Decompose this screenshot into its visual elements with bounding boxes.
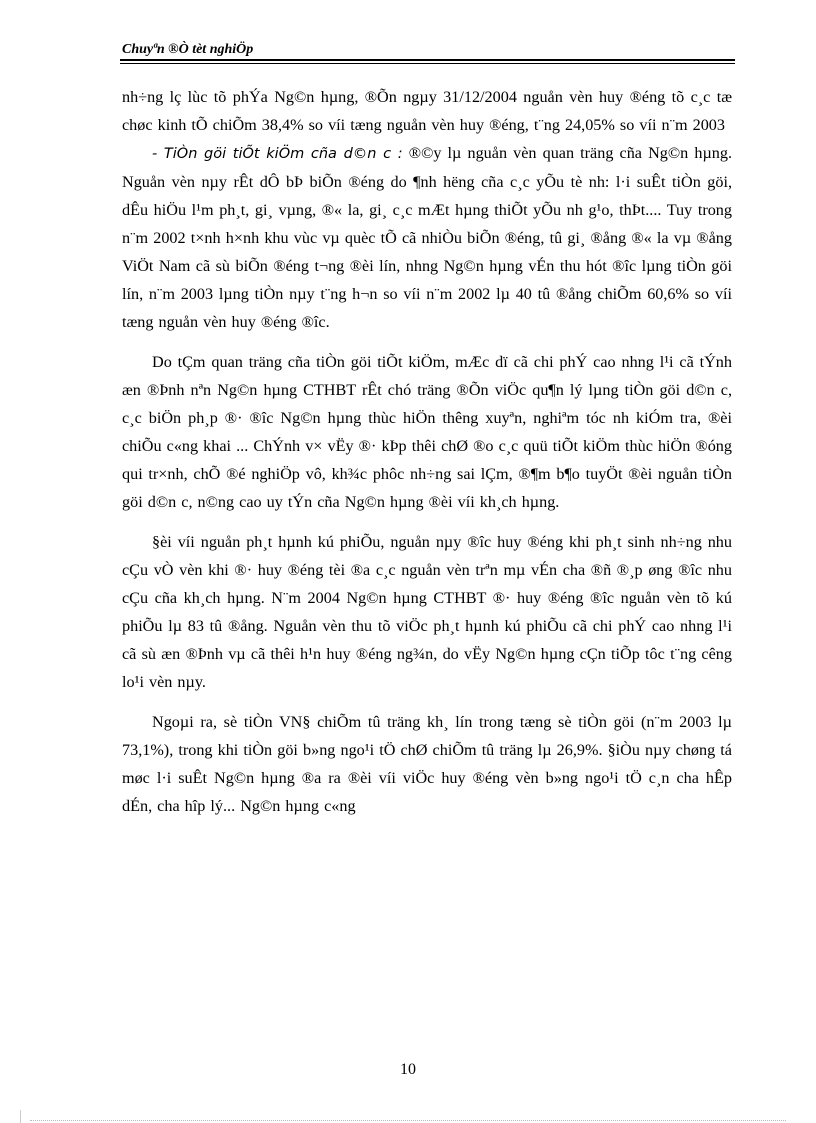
body-text [122, 83, 732, 820]
corner-mark [20, 1110, 21, 1123]
savings-body: ®©y lµ nguån vèn quan träng cña Ng©n hµng. Nguån vèn nµy rÊt dÔ bÞ biÕn ®éng do ¶nh hëng cña c¸c yÕu tè nh: l·i suÊt tiÒn göi, dÊu hiÖu l¹m ph¸t, gi¸ vµng, ®« la, gi¸ c¸c mÆt hµng thiÕt yÕu nh g¹o, thÞt.... Tuy trong n¨m 2002 t×nh h×nh khu vùc vµ quèc tÕ cã nhiÒu biÕn ®éng, tû gi¸ ®ång ®« la vµ ®ång ViÖt Nam cã sù biÕn ®éng t¬ng ®èi lín, nhng Ng©n hµng vÉn thu hót ®îc lµng tiÒn göi lín, n¨m 2003 lµng tiÒn nµy t¨ng h¬n so víi n¨m 2002 lµ 40 tû [122, 144, 733, 303]
header-title: Chuyªn ®Ò tèt nghiÖp [122, 42, 254, 57]
paragraph-savings [122, 139, 732, 336]
page-edge [30, 1120, 786, 1121]
paragraph-1: nh÷ng lç lùc tõ phÝa Ng©n hµng, ®Õn ngµy 31/12/2004 nguån vèn huy ®éng tõ c¸c tæ chøc kinh tÕ chiÕm 38,4% so víi tæng nguån vèn huy ®éng, t¨ng 24,05% so víi n¨m 2003 [122, 88, 732, 134]
header-rule [120, 59, 735, 61]
paragraph-4: Ngoµi ra, sè tiÒn VN§ chiÕm tû träng kh¸ lín trong tæng sè tiÒn göi (n¨m 2003 lµ 73,1%), trong khi tiÒn göi b»ng ngo¹i tÖ chØ chiÕm tû träng lµ 26,9%. §iÒu nµy chøng tá møc l·i suÊt Ng©n hµng ®a ra ®èi víi viÖc huy ®éng vèn b»ng ngo¹i tÖ c¸n cha hÊp dÉn, cha hîp lý... Ng©n hµng c«ng [122, 713, 732, 815]
savings-tail: ®ång chiÕm 60,6% so víi tæng nguån vèn huy ®éng ®îc. [122, 285, 732, 331]
paragraph-3: §èi víi nguån ph¸t hµnh kú phiÕu, nguån nµy ®îc huy ®éng khi ph¸t sinh nh÷ng nhu cÇu vÒ vèn khi ®· huy ®éng tèi ®a c¸c nguån vèn trªn mµ vÉn cha ®ñ ®¸p øng ®îc nhu cÇu cña kh¸ch hµng. N¨m 2004 Ng©n hµng CTHBT ®· huy ®éng ®îc nguån vèn tõ kú phiÕu lµ 83 tû ®ång. Nguån vèn thu tõ viÖc ph¸t hµnh kú phiÕu cã chi phÝ cao nhng l¹i cã sù æn ®Þnh vµ cã thêi h¹n huy ®éng ng¾n, do vËy Ng©n hµng cÇn tiÕp tôc t¨ng cêng lo¹i vèn nµy. [122, 533, 732, 691]
page-number: 10 [400, 1061, 416, 1078]
paragraph-2: Do tÇm quan träng cña tiÒn göi tiÕt kiÖm, mÆc dï cã chi phÝ cao nhng l¹i cã tÝnh æn ®Þnh nªn Ng©n hµng CTHBT rÊt chó träng ®Õn viÖc qu¶n lý lµng tiÒn göi d©n c, c¸c biÖn ph¸p ®· ®îc Ng©n hµng thùc hiÖn thêng xuyªn, nghiªm tóc nh kiÓm tra, ®èi chiÕu c«ng khai ... ChÝnh v× vËy ®· kÞp thêi chØ ®o c¸c quü tiÕt kiÖm thùc hiÖn ®óng qui tr×nh, chÕ ®é nghiÖp vô, kh¾c phôc nh÷ng sai lÇm, ®¶m b¶o tuyÖt ®èi nguån tiÒn göi d©n c, n©ng cao uy tÝn cña Ng©n hµng ®èi víi kh¸ch hµng. [122, 353, 732, 511]
savings-lead: - TiÒn göi tiÕt kiÖm cña d©n c : [152, 146, 403, 162]
header-rule-thin [120, 63, 735, 64]
